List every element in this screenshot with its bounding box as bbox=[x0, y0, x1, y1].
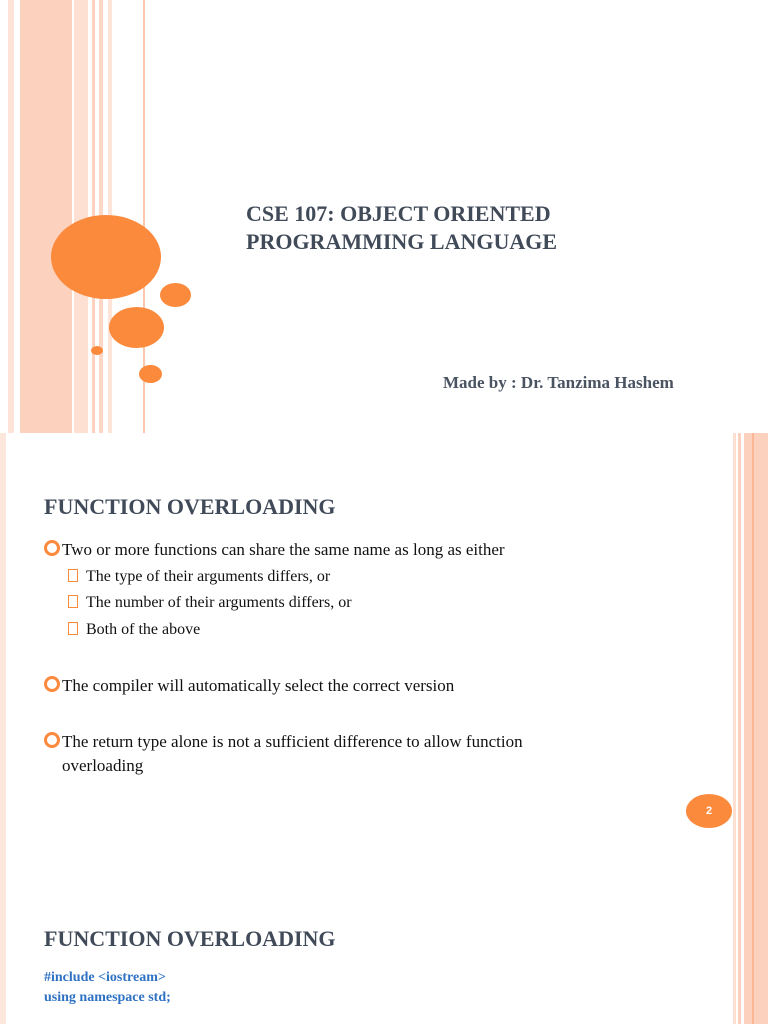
bullet-text: Two or more functions can share the same name as long as either bbox=[62, 540, 505, 559]
stripe bbox=[0, 433, 6, 865]
slide-heading: FUNCTION OVERLOADING bbox=[44, 926, 336, 951]
bullet-item bbox=[44, 674, 644, 698]
stripe bbox=[733, 865, 736, 1024]
circle-bullet-icon bbox=[44, 676, 60, 692]
decorative-circle-medium bbox=[109, 307, 164, 348]
bullet-item bbox=[44, 538, 644, 562]
code-line: #include <iostream> bbox=[44, 970, 166, 985]
square-bullet-icon bbox=[68, 569, 78, 582]
slide-heading: FUNCTION OVERLOADING bbox=[44, 494, 336, 519]
title-line-2: PROGRAMMING LANGUAGE bbox=[246, 229, 558, 254]
sub-bullet-item bbox=[68, 566, 330, 588]
stripe bbox=[0, 865, 6, 1024]
sub-bullet-item bbox=[68, 619, 200, 641]
bullet-text: The compiler will automatically select the correct version bbox=[62, 676, 455, 695]
stripe bbox=[752, 865, 754, 1024]
stripe bbox=[733, 433, 736, 865]
sub-bullet-item bbox=[68, 592, 352, 614]
stripe bbox=[74, 0, 88, 433]
sub-bullet-text: Both of the above bbox=[86, 621, 201, 638]
stripe bbox=[752, 433, 754, 865]
bullet-text-continued: overloading bbox=[62, 756, 144, 775]
stripe bbox=[8, 0, 14, 433]
decorative-circle bbox=[139, 365, 162, 383]
decorative-circle-small bbox=[91, 346, 103, 355]
author-credit: Made by : Dr. Tanzima Hashem bbox=[443, 373, 674, 392]
decorative-circle bbox=[160, 283, 191, 307]
stripe bbox=[738, 865, 741, 1024]
title-slide bbox=[0, 0, 768, 433]
sub-bullet-text: The number of their arguments differs, or bbox=[86, 594, 352, 611]
bullet-item bbox=[44, 730, 644, 778]
code-slide bbox=[0, 865, 768, 1024]
slide-title bbox=[246, 200, 726, 256]
stripe bbox=[744, 865, 768, 1024]
stripe bbox=[738, 433, 741, 865]
square-bullet-icon bbox=[68, 622, 78, 635]
stripe bbox=[744, 433, 768, 865]
circle-bullet-icon bbox=[44, 540, 60, 556]
code-line: using namespace std; bbox=[44, 990, 171, 1005]
circle-bullet-icon bbox=[44, 732, 60, 748]
content-slide bbox=[0, 433, 768, 865]
page-number-badge: 2 bbox=[686, 794, 732, 828]
stripe bbox=[20, 0, 72, 433]
decorative-circle-large bbox=[51, 215, 161, 299]
sub-bullet-text: The type of their arguments differs, or bbox=[86, 568, 331, 585]
title-line-1: CSE 107: OBJECT ORIENTED bbox=[246, 201, 551, 226]
square-bullet-icon bbox=[68, 595, 78, 608]
bullet-text: The return type alone is not a sufficient difference to allow function bbox=[62, 732, 523, 751]
